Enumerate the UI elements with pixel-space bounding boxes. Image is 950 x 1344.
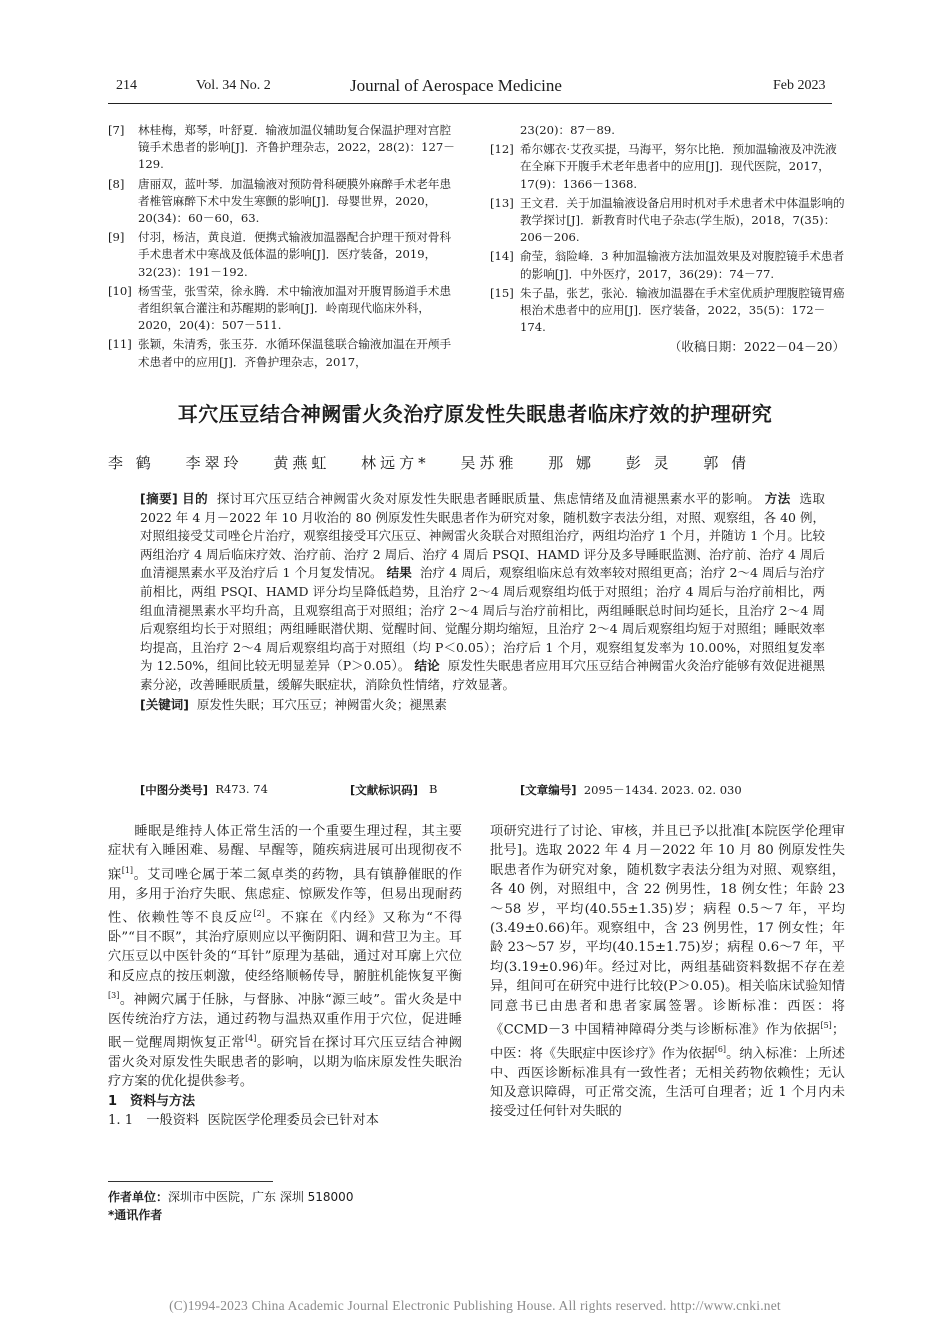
reference-item: [10] 杨雪莹，张雪荣，徐永腾．术中输液加温对开腹胃肠道手术患者组织氧合灌注和苏醒期的影响[J]．岭南现代临床外科，2020，20(4)：507－511. [108,283,452,333]
keywords-text: 原发性失眠；耳穴压豆；神阙雷火灸；褪黑素 [196,696,447,712]
received-date: （收稿日期：2022－04－20） [668,339,845,355]
reference-item: [15] 朱子晶，张艺，张沁．输液加温器在手术室优质护理腹腔镜胃癌根治术患者中的应用[J]．医疗装备，2022，35(5)：172－174. [490,285,845,335]
references-left [108,122,460,373]
author: 郭 倩 [703,454,751,472]
abstract-label: [摘要] [140,491,178,506]
abstract [140,490,825,714]
author: 林远方* [361,454,430,472]
article-number-label: [文章编号] [520,783,577,797]
subsection-paragraph: 1. 1 一般资料 医院医学伦理委员会已针对本 [108,1113,379,1129]
reference-item: [11] 张颖，朱清秀，张玉芬．水循环保温毯联合输液加温在开颅手术患者中的应用[J]．齐鲁护理杂志，2017， [108,337,452,369]
keywords [140,696,825,715]
author: 吴苏雅 [460,454,518,472]
reference-item: 23(20)：87－89. [520,123,615,137]
references-right [490,122,845,356]
reference-item: [14] 俞莹，翁险峰．3 种加温输液方法加温效果及对腹腔镜手术患者的影响[J]．中外医疗，2017，36(29)：74－77. [490,249,845,281]
intro-paragraph: 睡眠是维持人体正常生活的一个重要生理过程，其主要症状有入睡困难、易醒、早醒等，随疾病进展可出现彻夜不寐[1]。艾司唑仑属于苯二氮卓类的药物，具有镇静催眠的作用，多用于治疗失眠、焦虑症、惊厥发作等，但易出现耐药性、依赖性等不良反应[2]。不寐在《内经》又称为“不得卧”“目不瞑”，其治疗原则应以平衡阴阳、调和营卫为主。耳穴压豆以中医针灸的“耳针”原理为基础，通过对耳廓上穴位和反应点的按压刺激，使经络顺畅传导，腑脏机能恢复平衡[3]。神阙穴属于任脉，与督脉、冲脉“源三岐”。雷火灸是中医传统治疗方法，通过药物与温热双重作用于穴位，促进睡眠－觉醒周期恢复正常[4]。研究旨在探讨耳穴压豆结合神阙雷火灸对原发性失眠患者的影响，以期为临床原发性失眠治疗方案的优化提供参考。 [108,824,463,1090]
article-number-value: 2095－1434. 2023. 02. 030 [583,783,742,797]
page-number: 214 [116,78,137,93]
methods-paragraph: 项研究进行了讨论、审核，并且已予以批准[本院医学伦理审批号]。选取 2022 年 4 月－2022 年 10 月 80 例原发性失眠患者作为研究对象，随机数字表法分组为对照、观察组，各 40 例，对照组中，含 22 例男性，18 例女性；年龄 23～58 岁，平均(40.55±1.35)岁；病程 0.5～7 年，平均(3.49±0.66)年。观察组中，含 23 例男性，17 例女性；年龄 23～57 岁，平均(40.15±1.75)岁；病程 0.6～7 年，平均(3.19±0.96)年。经过对比，两组基础资料数据不存在差异，组间可在研究中进行比较(P＞0.05)。相关临床试验知情同意书已由患者和患者家属签署。诊断标准：西医：将《CCMD－3 中国精神障碍分类与诊断标准》作为依据[5]；中医：将《失眠症中医诊疗》作为依据[6]。纳入标准：上所述中、西医诊断标准具有一致性者；无相关药物依赖性；无认知及意识障碍，可正常交流，生活可自理者；近 1 个月内未接受过任何针对失眠的 [490,824,846,1120]
method-text: 选取 2022 年 4 月－2022 年 10 月收治的 80 例原发性失眠患者作为研究对象，随机数字表法分组，对照、观察组，各 40 例，对照组接受艾司唑仑片治疗，观察组接受耳穴压豆、神阙雷火灸联合对照组治疗，两组均治疗 1 个月，并随访 1 个月。比较两组治疗 4 周后临床疗效、治疗前、治疗 2 周后、治疗 4 周后 PSQI、HAMD 评分及多导睡眠监测、治疗前、治疗 4 周后血清褪黑素水平及治疗后 1 个月复发情况。 [140,491,825,581]
result-label: 结果 [386,565,412,581]
volume-issue: Vol. 34 No. 2 [196,78,271,93]
doc-label: [文献标识码] [350,783,419,797]
author: 彭 灵 [625,454,673,472]
running-header [108,78,832,100]
conclusion-text: 原发性失眠患者应用耳穴压豆结合神阙雷火灸治疗能够有效促进褪黑素分泌，改善睡眠质量，缓解失眠症状，消除负性情绪，疗效显著。 [140,658,825,692]
clc-label: [中图分类号] [140,783,209,797]
author-affiliation [108,1188,353,1205]
reference-item: [9] 付羽，杨洁，黄良道．便携式输液加温器配合护理干预对骨科手术患者术中寒战及低体温的影响[J]．医疗装备，2019，32(23)：191－192. [108,230,452,279]
author: 李 鹤 [108,454,155,472]
journal-name: Journal of Aerospace Medicine [350,76,562,95]
keywords-label: [关键词] [140,696,189,712]
footnote-rule [108,1181,273,1182]
author: 李翠玲 [185,454,243,472]
reference-item: [7] 林桂梅，郑琴，叶舒夏．输液加温仪辅助复合保温护理对宫腔镜手术患者的影响[J]．齐鲁护理杂志，2022，28(2)：127－129. [108,123,455,172]
method-label: 方法 [764,491,791,506]
affiliation-text: 深圳市中医院，广东 深圳 518000 [168,1190,354,1204]
article-title: 耳穴压豆结合神阙雷火灸治疗原发性失眠患者临床疗效的护理研究 [177,402,773,426]
clc-value: R473. 74 [215,782,268,796]
reference-item: [12] 希尔娜衣·艾孜买提，马海平，努尔比艳．预加温输液及冲洗液在全麻下开腹手术老年患者中的应用[J]．现代医院，2017，17(9)：1366－1368. [490,142,837,191]
author: 黄燕虹 [273,454,331,472]
reference-item: [13] 王文君．关于加温输液设备启用时机对手术患者术中体温影响的教学探讨[J]．新教育时代电子杂志(学生版)，2018，7(35)：206－206. [490,195,845,245]
reference-item: [8] 唐丽双，蓝叶琴．加温输液对预防骨科硬膜外麻醉手术老年患者椎管麻醉下术中发生寒颤的影响[J]．母婴世界，2020，20(34)：60－60，63. [108,176,452,226]
section-heading: 1 资料与方法 [108,1093,196,1109]
doc-value: B [428,782,438,796]
copyright-line: (C)1994-2023 China Academic Journal Electronic Publishing House. All rights reserved. http://www.cnki.net [169,1298,781,1313]
body-left-column [108,822,462,1131]
issue-date: Feb 2023 [773,78,826,93]
conclusion-label: 结论 [414,658,440,674]
subsection-label: 1. 1 一般资料 [108,1113,200,1129]
author: 那 娜 [548,454,596,472]
purpose-text: 探讨耳穴压豆结合神阙雷火灸对原发性失眠患者睡眠质量、焦虑情绪及血清褪黑素水平的影响。 [216,491,761,506]
body-right-column [490,822,845,1122]
header-rule [108,103,832,104]
affiliation-label: 作者单位： [108,1190,169,1204]
result-text: 治疗 4 周后，观察组临床总有效率较对照组更高；治疗 2～4 周后与治疗前相比，两组 PSQI、HAMD 评分均呈降低趋势，且治疗 2～4 周后观察组均低于对照组；治疗 4 周后与治疗前相比，两组血清褪黑素水平均升高，且观察组高于对照组；治疗 2～4 周后与治疗前相比，两组睡眠总时间均延长，且治疗 2～4 周后观察组均长于对照组；两组睡眠潜伏期、觉醒时间、觉醒分期均缩短，且治疗 2～4 周后观察组均短于对照组；睡眠效率均提高，且治疗 2～4 周后观察组均高于对照组（均 P＜0.05）；治疗后 1 个月，观察组复发率为 10.00%，对照组复发率为 12.50%，组间比较无明显差异（P＞0.05）。 [140,565,825,674]
corresponding-author-note: *通讯作者 [108,1208,163,1222]
purpose-label: 目的 [182,491,209,506]
author-list [108,452,772,473]
